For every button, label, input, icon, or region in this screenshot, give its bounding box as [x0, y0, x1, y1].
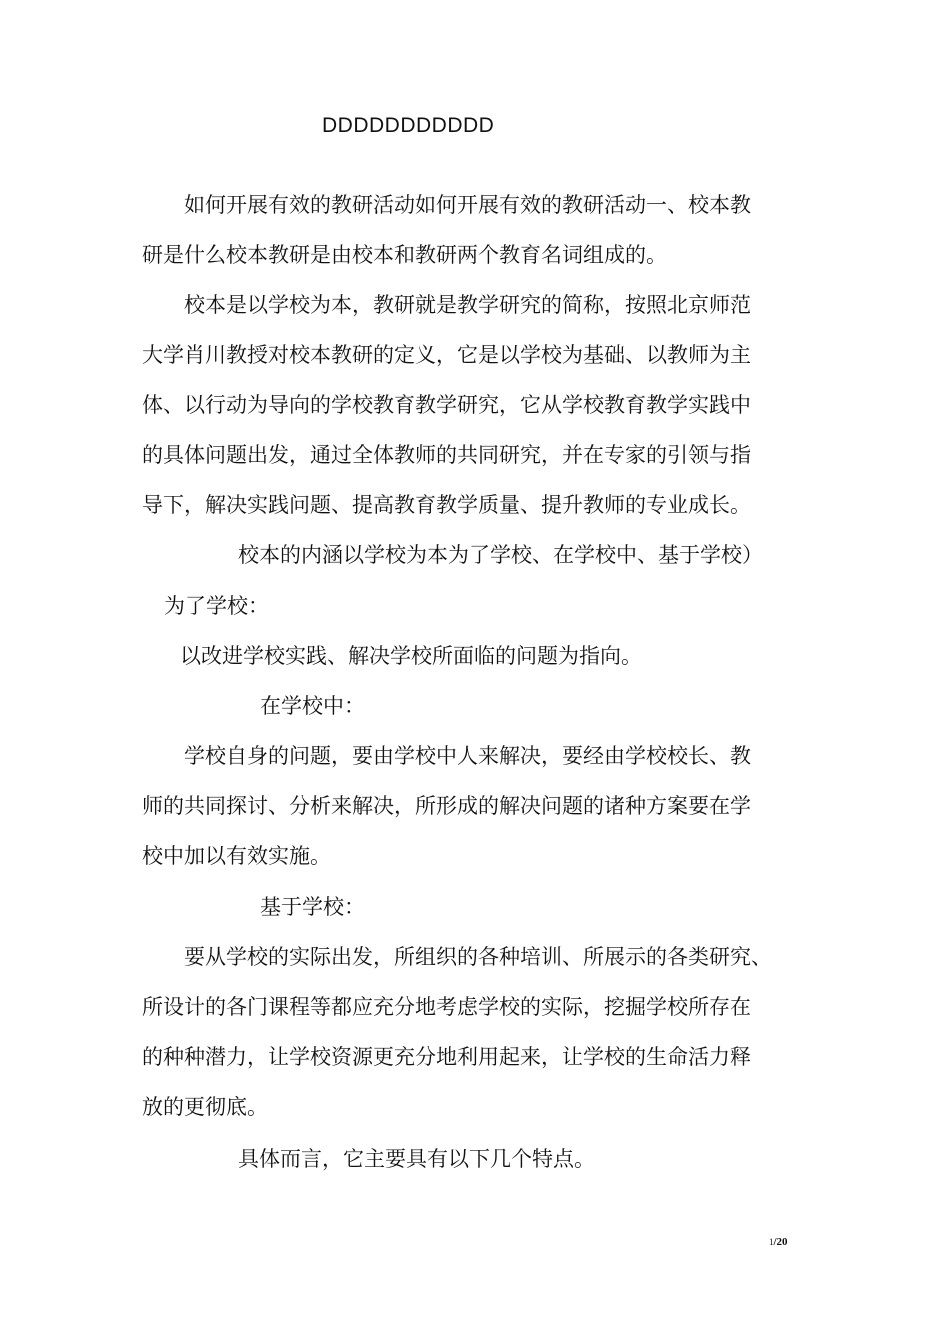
- section-heading: 在学校中：: [260, 694, 365, 718]
- paragraph-line: 为了学校：: [164, 594, 269, 618]
- paragraph-line: 学校自身的问题，要由学校中人来解决，要经由学校校长、教: [184, 744, 751, 768]
- paragraph-line: 体、以行动为导向的学校教育教学研究，它从学校教育教学实践中: [142, 393, 751, 417]
- paragraph-line: 师的共同探讨、分析来解决，所形成的解决问题的诸种方案要在学: [142, 794, 751, 818]
- document-title: DDDDDDDDDDD: [322, 114, 495, 137]
- paragraph-line: 大学肖川教授对校本教研的定义，它是以学校为基础、以教师为主: [142, 343, 751, 367]
- section-heading: 基于学校：: [260, 895, 365, 919]
- page-current: 1: [769, 1237, 774, 1247]
- paragraph-line: 校本的内涵以学校为本为了学校、在学校中、基于学校）: [238, 543, 763, 567]
- paragraph-line: 放的更彻底。: [142, 1095, 268, 1119]
- paragraph-line: 如何开展有效的教研活动如何开展有效的教研活动一、校本教: [184, 193, 751, 217]
- paragraph-line: 研是什么校本教研是由校本和教研两个教育名词组成的。: [142, 243, 667, 267]
- paragraph-line: 的具体问题出发，通过全体教师的共同研究，并在专家的引领与指: [142, 443, 751, 467]
- paragraph-line: 要从学校的实际出发，所组织的各种培训、所展示的各类研究、: [184, 945, 772, 969]
- paragraph-line: 导下，解决实践问题、提高教育教学质量、提升教师的专业成长。: [142, 493, 751, 517]
- page-number: [769, 1236, 788, 1248]
- paragraph-line: 校本是以学校为本，教研就是教学研究的简称，按照北京师范: [184, 293, 751, 317]
- paragraph-line: 的种种潜力，让学校资源更充分地利用起来，让学校的生命活力释: [142, 1045, 751, 1069]
- paragraph-line: 校中加以有效实施。: [142, 844, 331, 868]
- paragraph-line: 所设计的各门课程等都应充分地考虑学校的实际，挖掘学校所存在: [142, 995, 751, 1019]
- paragraph-line: 以改进学校实践、解决学校所面临的问题为指向。: [180, 644, 642, 668]
- paragraph-line: 具体而言，它主要具有以下几个特点。: [238, 1147, 595, 1171]
- page-total: /20: [773, 1236, 788, 1248]
